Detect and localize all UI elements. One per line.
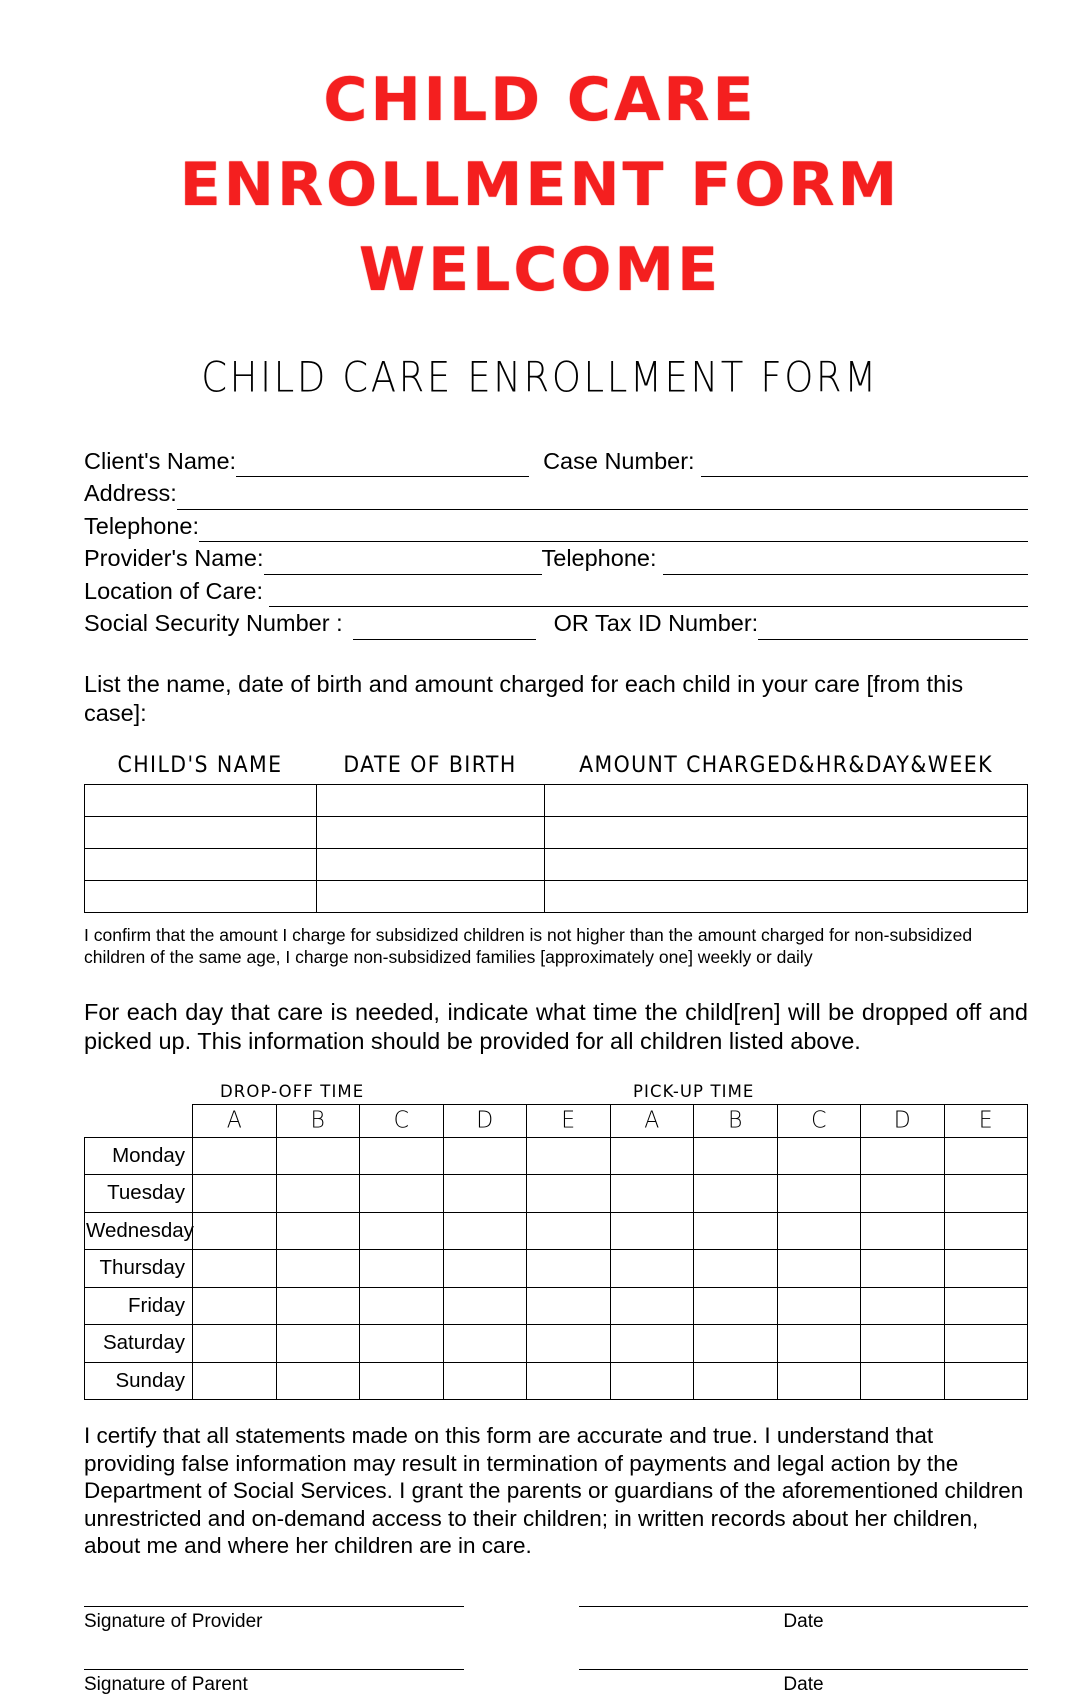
schedule-table <box>84 1104 1028 1401</box>
schedule-day-tuesday: Tuesday <box>85 1175 193 1213</box>
field-row-provider <box>84 542 1028 575</box>
child-table <box>84 784 1028 913</box>
schedule-day-saturday: Saturday <box>85 1325 193 1363</box>
schedule-cell[interactable] <box>694 1212 778 1250</box>
table-row <box>85 1325 1028 1363</box>
schedule-day-thursday: Thursday <box>85 1250 193 1288</box>
signature-section <box>0 1606 1080 1696</box>
schedule-cell[interactable] <box>527 1137 611 1175</box>
location-of-care-label: Location of Care: <box>84 577 263 604</box>
schedule-col-pickup-c: C <box>777 1103 861 1138</box>
child-table-header-row <box>84 751 1028 783</box>
schedule-cell[interactable] <box>861 1250 945 1288</box>
child-table-section <box>0 751 1080 913</box>
clients-name-input[interactable] <box>236 450 529 477</box>
schedule-cell[interactable] <box>276 1325 360 1363</box>
schedule-instruction: For each day that care is needed, indicate what time the child[ren] will be dropped off and picked up. This information should be provided for all children listed above. <box>84 998 1028 1054</box>
schedule-cell[interactable] <box>694 1175 778 1213</box>
schedule-cell[interactable] <box>861 1137 945 1175</box>
schedule-cell[interactable] <box>610 1212 694 1250</box>
clients-name-label: Client's Name: <box>84 447 237 474</box>
schedule-table-section <box>0 1082 1080 1401</box>
schedule-col-dropoff-a: A <box>193 1103 277 1138</box>
schedule-col-dropoff-d: D <box>443 1103 527 1138</box>
schedule-cell[interactable] <box>527 1287 611 1325</box>
parent-signature-label: Signature of Parent <box>84 1673 248 1695</box>
schedule-cell[interactable] <box>360 1362 444 1400</box>
schedule-day-corner <box>85 1104 193 1137</box>
schedule-cell[interactable] <box>944 1287 1028 1325</box>
schedule-col-pickup-e: E <box>944 1103 1028 1138</box>
telephone-input[interactable] <box>199 515 1028 542</box>
schedule-cell[interactable] <box>276 1362 360 1400</box>
schedule-day-sunday: Sunday <box>85 1362 193 1400</box>
schedule-cell[interactable] <box>610 1250 694 1288</box>
schedule-cell[interactable] <box>527 1362 611 1400</box>
signature-gap <box>464 1606 579 1633</box>
address-input[interactable] <box>177 483 1028 510</box>
field-row-location <box>84 575 1028 608</box>
providers-name-label: Provider's Name: <box>84 545 264 572</box>
schedule-cell[interactable] <box>360 1137 444 1175</box>
schedule-cell[interactable] <box>360 1175 444 1213</box>
schedule-cell[interactable] <box>610 1362 694 1400</box>
schedule-cell[interactable] <box>610 1137 694 1175</box>
date-of-birth-header: DATE OF BIRTH <box>343 751 517 778</box>
schedule-cell[interactable] <box>527 1212 611 1250</box>
schedule-cell[interactable] <box>360 1325 444 1363</box>
signature-row-provider <box>84 1606 1028 1633</box>
table-row <box>85 848 1028 880</box>
case-number-label: Case Number: <box>543 447 695 474</box>
drop-off-time-header: DROP-OFF TIME <box>220 1081 365 1101</box>
schedule-cell[interactable] <box>694 1250 778 1288</box>
schedule-cell[interactable] <box>443 1287 527 1325</box>
schedule-cell[interactable] <box>777 1137 861 1175</box>
child-name-cell[interactable] <box>85 880 317 912</box>
schedule-cell[interactable] <box>861 1175 945 1213</box>
schedule-cell[interactable] <box>527 1325 611 1363</box>
schedule-cell[interactable] <box>694 1325 778 1363</box>
table-row <box>85 816 1028 848</box>
schedule-cell[interactable] <box>443 1250 527 1288</box>
schedule-cell[interactable] <box>861 1325 945 1363</box>
schedule-cell[interactable] <box>443 1175 527 1213</box>
schedule-col-dropoff-c: C <box>360 1103 444 1138</box>
schedule-cell[interactable] <box>193 1212 277 1250</box>
schedule-cell[interactable] <box>276 1175 360 1213</box>
provider-signature-field[interactable] <box>84 1606 464 1633</box>
schedule-cell[interactable] <box>193 1287 277 1325</box>
schedule-cell[interactable] <box>443 1325 527 1363</box>
signature-gap <box>464 1669 579 1696</box>
location-of-care-input[interactable] <box>269 580 1028 607</box>
tax-id-label: OR Tax ID Number: <box>553 610 759 637</box>
schedule-cell[interactable] <box>276 1287 360 1325</box>
schedule-cell[interactable] <box>610 1175 694 1213</box>
schedule-cell[interactable] <box>861 1362 945 1400</box>
schedule-col-dropoff-b: B <box>276 1103 360 1138</box>
schedule-cell[interactable] <box>360 1287 444 1325</box>
case-number-input[interactable] <box>701 450 1028 477</box>
schedule-cell[interactable] <box>360 1250 444 1288</box>
child-dob-cell[interactable] <box>317 848 545 880</box>
table-row <box>85 1175 1028 1213</box>
table-row <box>85 1212 1028 1250</box>
schedule-cell[interactable] <box>944 1212 1028 1250</box>
schedule-cell[interactable] <box>193 1137 277 1175</box>
providers-name-input[interactable] <box>264 548 542 575</box>
schedule-day-wednesday: Wednesday <box>85 1212 193 1250</box>
ssn-input[interactable] <box>353 613 536 640</box>
parent-signature-field[interactable] <box>84 1669 464 1696</box>
signature-row-parent <box>84 1669 1028 1696</box>
field-section <box>0 445 1080 640</box>
child-name-cell[interactable] <box>85 816 317 848</box>
schedule-cell[interactable] <box>944 1325 1028 1363</box>
schedule-cell[interactable] <box>694 1362 778 1400</box>
schedule-cell[interactable] <box>944 1137 1028 1175</box>
schedule-column-header-row <box>85 1104 1028 1137</box>
schedule-cell[interactable] <box>360 1212 444 1250</box>
field-row-ssn-taxid <box>84 607 1028 640</box>
schedule-cell[interactable] <box>610 1325 694 1363</box>
schedule-cell[interactable] <box>193 1325 277 1363</box>
schedule-cell[interactable] <box>527 1250 611 1288</box>
schedule-cell[interactable] <box>527 1175 611 1213</box>
child-name-header: CHILD'S NAME <box>117 751 283 778</box>
schedule-cell[interactable] <box>777 1325 861 1363</box>
schedule-day-friday: Friday <box>85 1287 193 1325</box>
parent-date-field[interactable] <box>579 1669 1028 1696</box>
field-row-client-case <box>84 445 1028 478</box>
schedule-cell[interactable] <box>193 1250 277 1288</box>
provider-date-label: Date <box>783 1610 824 1632</box>
tax-id-input[interactable] <box>758 613 1028 640</box>
schedule-col-pickup-a: A <box>610 1103 694 1138</box>
child-dob-cell[interactable] <box>317 784 545 816</box>
field-row-telephone <box>84 510 1028 543</box>
schedule-col-dropoff-e: E <box>527 1103 611 1138</box>
child-name-cell[interactable] <box>85 784 317 816</box>
schedule-cell[interactable] <box>276 1137 360 1175</box>
pick-up-time-header: PICK-UP TIME <box>633 1081 755 1101</box>
schedule-cell[interactable] <box>944 1175 1028 1213</box>
schedule-cell[interactable] <box>193 1175 277 1213</box>
form-heading: CHILD CARE ENROLLMENT FORM <box>201 352 879 402</box>
table-row <box>85 784 1028 816</box>
schedule-cell[interactable] <box>694 1137 778 1175</box>
schedule-col-pickup-b: B <box>694 1103 778 1138</box>
table-row <box>85 1250 1028 1288</box>
parent-date-label: Date <box>783 1673 824 1695</box>
child-name-cell[interactable] <box>85 848 317 880</box>
schedule-cell[interactable] <box>443 1362 527 1400</box>
schedule-cell[interactable] <box>944 1250 1028 1288</box>
schedule-cell[interactable] <box>193 1362 277 1400</box>
address-label: Address: <box>84 480 177 507</box>
schedule-cell[interactable] <box>777 1175 861 1213</box>
schedule-cell[interactable] <box>861 1212 945 1250</box>
schedule-cell[interactable] <box>694 1287 778 1325</box>
schedule-cell[interactable] <box>610 1287 694 1325</box>
page-title: CHILD CARE ENROLLMENT FORM WELCOME <box>179 65 901 306</box>
schedule-cell[interactable] <box>443 1212 527 1250</box>
field-row-address <box>84 477 1028 510</box>
schedule-cell[interactable] <box>777 1250 861 1288</box>
schedule-cell[interactable] <box>861 1287 945 1325</box>
child-amount-cell[interactable] <box>545 784 1028 816</box>
schedule-cell[interactable] <box>944 1362 1028 1400</box>
table-row <box>85 1362 1028 1400</box>
provider-telephone-label: Telephone: <box>541 545 657 572</box>
schedule-cell[interactable] <box>443 1137 527 1175</box>
table-row <box>85 1137 1028 1175</box>
confirm-note: I confirm that the amount I charge for subsidized children is not higher than the amount charged for non-subsidized children of the same age, I charge non-subsidized families [approximately one] weekly or daily <box>84 924 973 967</box>
table-row <box>85 880 1028 912</box>
child-amount-cell[interactable] <box>545 848 1028 880</box>
child-amount-cell[interactable] <box>545 880 1028 912</box>
schedule-cell[interactable] <box>777 1287 861 1325</box>
amount-charged-header: AMOUNT CHARGED&HR&DAY&WEEK <box>579 751 993 778</box>
schedule-cell[interactable] <box>777 1362 861 1400</box>
title-block <box>0 0 1080 314</box>
child-amount-cell[interactable] <box>545 816 1028 848</box>
schedule-corner-spacer <box>84 1082 192 1101</box>
schedule-cell[interactable] <box>777 1212 861 1250</box>
certification-paragraph: I certify that all statements made on this form are accurate and true. I understand that providing false information may result in termination of payments and legal action by the Department of Social Services. I grant the parents or guardians of the aforementioned children unrestricted and on-demand access to their children; in written records about her children, about me and where her children are in care. <box>84 1423 1024 1559</box>
table-row <box>85 1287 1028 1325</box>
schedule-col-pickup-d: D <box>861 1103 945 1138</box>
child-dob-cell[interactable] <box>317 880 545 912</box>
provider-telephone-input[interactable] <box>663 548 1029 575</box>
provider-signature-label: Signature of Provider <box>84 1610 263 1632</box>
provider-date-field[interactable] <box>579 1606 1028 1633</box>
schedule-cell[interactable] <box>276 1250 360 1288</box>
schedule-cell[interactable] <box>276 1212 360 1250</box>
child-dob-cell[interactable] <box>317 816 545 848</box>
ssn-label: Social Security Number : <box>84 610 343 637</box>
list-children-instruction: List the name, date of birth and amount charged for each child in your care [from this case]: <box>84 670 964 726</box>
telephone-label: Telephone: <box>84 512 199 539</box>
schedule-day-monday: Monday <box>85 1137 193 1175</box>
schedule-group-header-row <box>84 1082 1028 1104</box>
